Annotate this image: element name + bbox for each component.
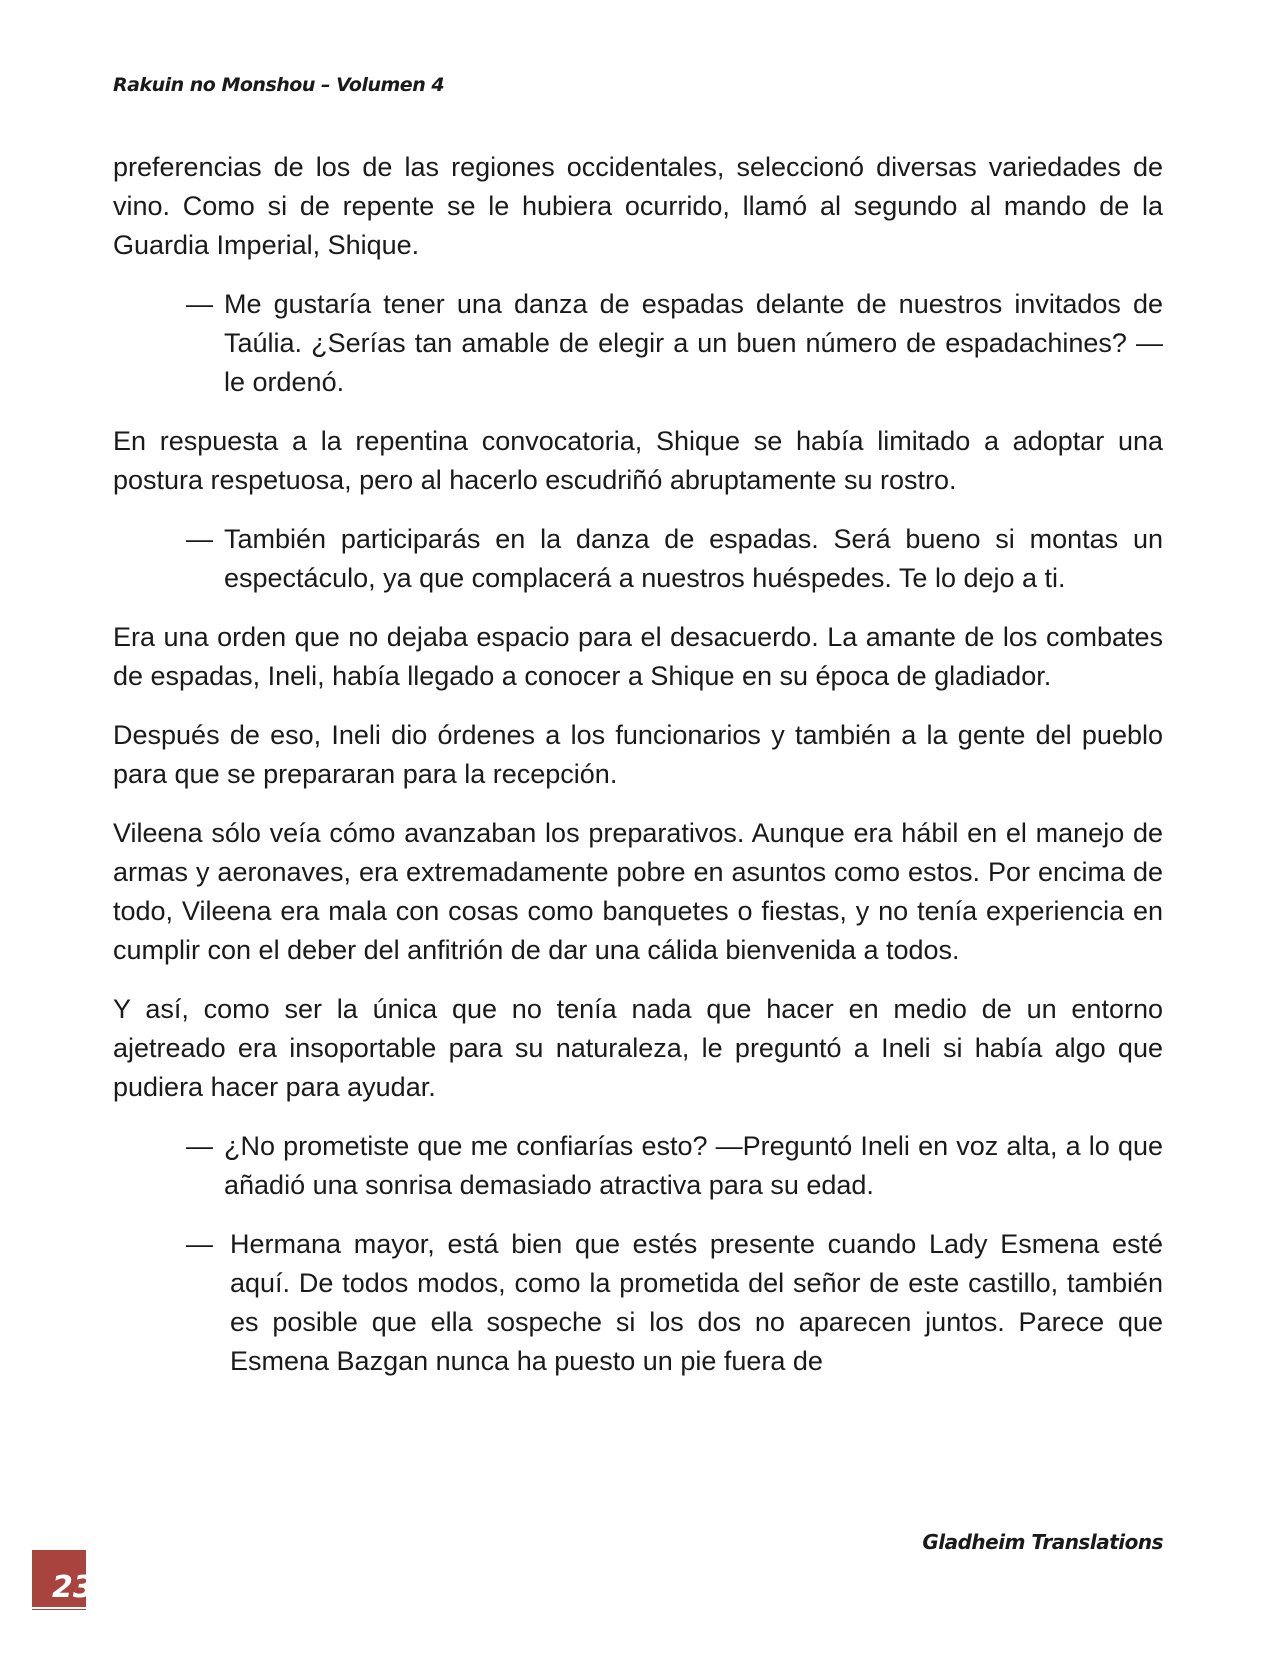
dialogue-1 xyxy=(113,285,1163,402)
paragraph-2: En respuesta a la repentina convocatoria, Shique se había limitado a adoptar una postura respetuosa, pero al hacerlo escudriñó abruptamente su rostro. xyxy=(113,426,1163,495)
paragraph-1: preferencias de los de las regiones occidentales, seleccionó diversas variedades de vino. Como si de repente se le hubiera ocurrido, llamó al segundo al mando de la Guardia Imperial, Shique. xyxy=(113,152,1163,260)
footer-credit: Gladheim Translations xyxy=(922,1530,1163,1554)
paragraph-5: Vileena sólo veía cómo avanzaban los preparativos. Aunque era hábil en el manejo de armas y aeronaves, era extremadamente pobre en asuntos como estos. Por encima de todo, Vileena era mala con cosas como banquetes o fiestas, y no tenía experiencia en cumplir con el deber del anfitrión de dar una cálida bienvenida a todos. xyxy=(113,818,1163,965)
dialogue-2-text: También participarás en la danza de espadas. Será bueno si montas un espectáculo, ya que complacerá a nuestros huéspedes. Te lo dejo a ti. xyxy=(224,524,1163,593)
dialogue-4-text: Hermana mayor, está bien que estés presente cuando Lady Esmena esté aquí. De todos modos, como la prometida del señor de este castillo, también es posible que ella sospeche si los dos no aparecen juntos. Parece que Esmena Bazgan nunca ha puesto un pie fuera de xyxy=(230,1229,1163,1376)
dialogue-1-text: Me gustaría tener una danza de espadas delante de nuestros invitados de Taúlia. ¿Serías tan amable de elegir a un buen número de espadachines? —le ordenó. xyxy=(224,289,1163,397)
dialogue-2 xyxy=(113,520,1163,598)
dialogue-3 xyxy=(113,1127,1163,1205)
page-number: 23 xyxy=(52,1570,94,1605)
dialogue-dash: — xyxy=(186,1131,213,1161)
running-header: Rakuin no Monshou – Volumen 4 xyxy=(113,74,445,96)
dialogue-4 xyxy=(113,1225,1163,1381)
paragraph-4: Después de eso, Ineli dio órdenes a los funcionarios y también a la gente del pueblo para que se prepararan para la recepción. xyxy=(113,720,1163,789)
page-number-underline xyxy=(32,1607,86,1609)
dialogue-3-text: ¿No prometiste que me confiarías esto? —Preguntó Ineli en voz alta, a lo que añadió una sonrisa demasiado atractiva para su edad. xyxy=(224,1131,1163,1200)
body-text xyxy=(113,148,1163,1401)
paragraph-6: Y así, como ser la única que no tenía nada que hacer en medio de un entorno ajetreado era insoportable para su naturaleza, le preguntó a Ineli si había algo que pudiera hacer para ayudar. xyxy=(113,994,1163,1102)
dialogue-dash: — xyxy=(186,289,213,319)
page-number-box xyxy=(32,1550,94,1610)
paragraph-3: Era una orden que no dejaba espacio para el desacuerdo. La amante de los combates de espadas, Ineli, había llegado a conocer a Shique en su época de gladiador. xyxy=(113,622,1163,691)
dialogue-dash: — xyxy=(186,524,213,554)
dialogue-dash: — xyxy=(186,1229,213,1259)
